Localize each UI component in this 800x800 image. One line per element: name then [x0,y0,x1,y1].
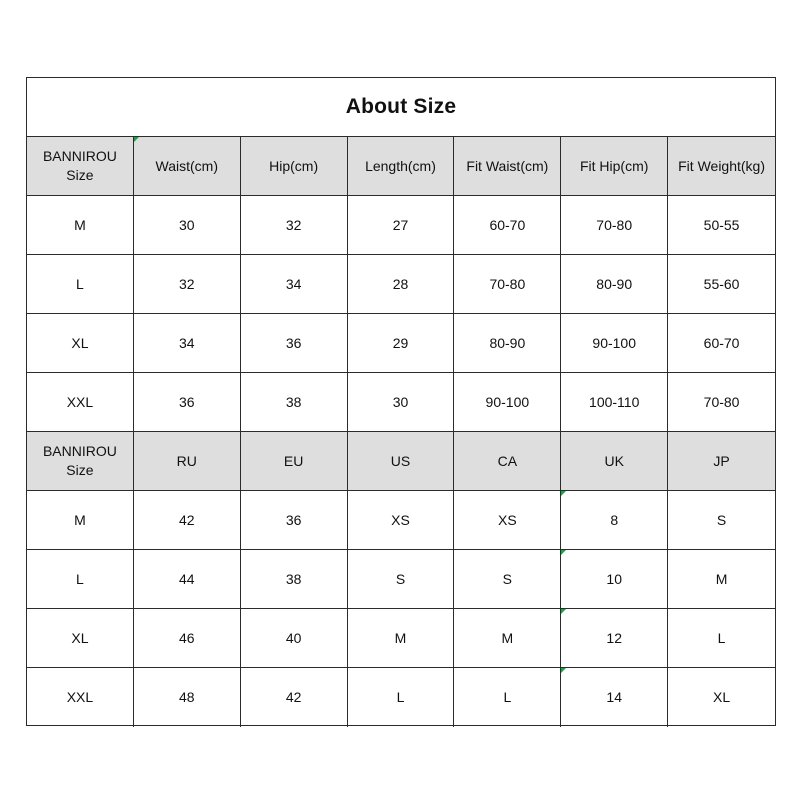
table2-header-cell: BANNIROU Size [27,432,134,491]
table2-header-cell: UK [561,432,668,491]
table1-row-cell: 70-80 [561,196,668,255]
table1-row-cell: 55-60 [668,255,775,314]
table2-row-cell: 42 [134,491,241,550]
table2-row-cell: 36 [241,491,348,550]
table1-row-cell: 70-80 [668,373,775,432]
table2-row-cell: 14 [561,668,668,727]
table1-row-cell: 90-100 [561,314,668,373]
table1-row-cell: 27 [348,196,455,255]
table2-row-cell: 48 [134,668,241,727]
size-grid [27,137,775,727]
table1-row-cell: 60-70 [454,196,561,255]
table1-row-cell: 100-110 [561,373,668,432]
table1-row-cell: 80-90 [561,255,668,314]
table2-header-cell: CA [454,432,561,491]
table1-row-cell: 34 [134,314,241,373]
table1-row-cell: 90-100 [454,373,561,432]
table1-row-cell: 38 [241,373,348,432]
table2-row-cell: 8 [561,491,668,550]
table2-row-cell: 44 [134,550,241,609]
table1-row-cell: 28 [348,255,455,314]
table2-row-cell: L [27,550,134,609]
table1-row-cell: 50-55 [668,196,775,255]
table2-row-cell: S [454,550,561,609]
table2-header-cell: RU [134,432,241,491]
table1-row-cell: 32 [134,255,241,314]
table2-row-cell: L [668,609,775,668]
table2-row-cell: M [668,550,775,609]
table2-row-cell: XS [454,491,561,550]
table2-row-cell: XL [713,689,731,705]
table2-row-cell: XL [27,609,134,668]
table2-row-cell: 40 [241,609,348,668]
table1-row-cell: M [27,196,134,255]
table1-row-cell: L [27,255,134,314]
size-chart [26,77,776,726]
table1-header-cell: Fit Weight(kg) [668,137,775,196]
table2-row-cell: 46 [134,609,241,668]
table2-header-cell: US [348,432,455,491]
table2-row-cell: M [454,609,561,668]
table1-row-cell: 36 [134,373,241,432]
table2-row-cell: S [668,491,775,550]
table2-row-cell: L [454,668,561,727]
table2-row-cell: 12 [561,609,668,668]
table1-header-cell: BANNIROU Size [27,137,134,196]
table1-header-cell: Waist(cm) [134,137,241,196]
chart-title: About Size [345,95,457,118]
table1-row-cell: 34 [241,255,348,314]
table2-header-cell: EU [241,432,348,491]
table1-header-cell: Length(cm) [348,137,455,196]
table1-row-cell: 36 [241,314,348,373]
table1-header-cell: Fit Waist(cm) [454,137,561,196]
table1-row-cell: 29 [348,314,455,373]
table1-row-cell: XXL [27,373,134,432]
table1-row-cell: 80-90 [454,314,561,373]
table2-row-cell: 10 [561,550,668,609]
table1-row-cell: XL [27,314,134,373]
title-row [27,78,775,137]
table2-row-cell: M [27,491,134,550]
table1-row-cell: 30 [134,196,241,255]
table2-header-cell: JP [668,432,775,491]
table2-row-cell: XS [348,491,455,550]
table1-row-cell: 70-80 [454,255,561,314]
table1-row-cell: 60-70 [668,314,775,373]
table2-row-cell: 42 [241,668,348,727]
table1-header-cell: Hip(cm) [241,137,348,196]
table1-row-cell: 30 [348,373,455,432]
table1-row-cell: 32 [241,196,348,255]
table2-row-cell: S [348,550,455,609]
table2-row-cell: L [348,668,455,727]
table2-row-cell: M [348,609,455,668]
table1-header-cell: Fit Hip(cm) [561,137,668,196]
table2-row-cell: 38 [241,550,348,609]
table2-row-cell: XXL [27,668,134,727]
